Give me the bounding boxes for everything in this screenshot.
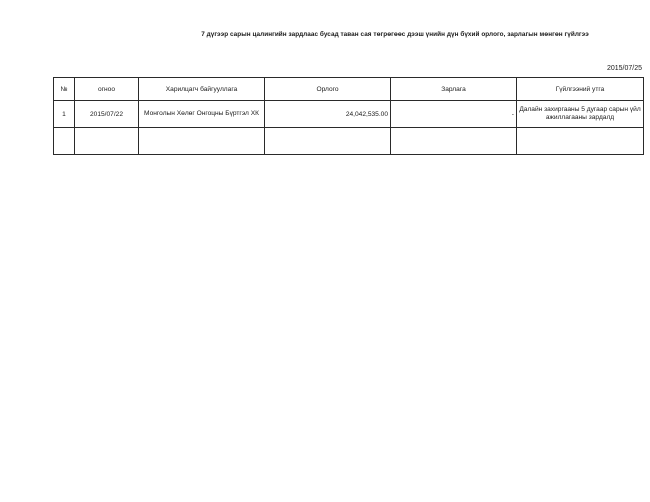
header-description: Гүйлгээний утга bbox=[517, 78, 644, 101]
header-date: огноо bbox=[75, 78, 139, 101]
table-row bbox=[54, 101, 644, 128]
header-income: Орлого bbox=[265, 78, 391, 101]
empty-cell bbox=[517, 128, 644, 155]
empty-cell bbox=[75, 128, 139, 155]
cell-income: 24,042,535.00 bbox=[265, 101, 391, 128]
cell-number: 1 bbox=[54, 101, 75, 128]
cell-expense: - bbox=[391, 101, 517, 128]
cell-description: Далайн захиргааны 5 дугаар сарын үйл ажиллагааны зардалд bbox=[517, 101, 644, 128]
empty-cell bbox=[54, 128, 75, 155]
empty-cell bbox=[139, 128, 265, 155]
header-counterparty: Харилцагч байгууллага bbox=[139, 78, 265, 101]
report-date: 2015/07/25 bbox=[606, 65, 642, 72]
table-row-empty bbox=[54, 128, 644, 155]
empty-cell bbox=[265, 128, 391, 155]
document-title: 7 дүгээр сарын цалингийн зардлаас бусад таван сая төгрөгөөс дээш үнийн дүн бүхий орлого, зарлагын мөнгөн гүйлгээ bbox=[201, 31, 589, 38]
transactions-table bbox=[53, 77, 644, 155]
header-expense: Зарлага bbox=[391, 78, 517, 101]
table-header-row bbox=[54, 78, 644, 101]
cell-date: 2015/07/22 bbox=[75, 101, 139, 128]
header-number: № bbox=[54, 78, 75, 101]
cell-counterparty: Монголын Хөлөг Онгоцны Бүртгэл ХК bbox=[139, 101, 265, 128]
empty-cell bbox=[391, 128, 517, 155]
